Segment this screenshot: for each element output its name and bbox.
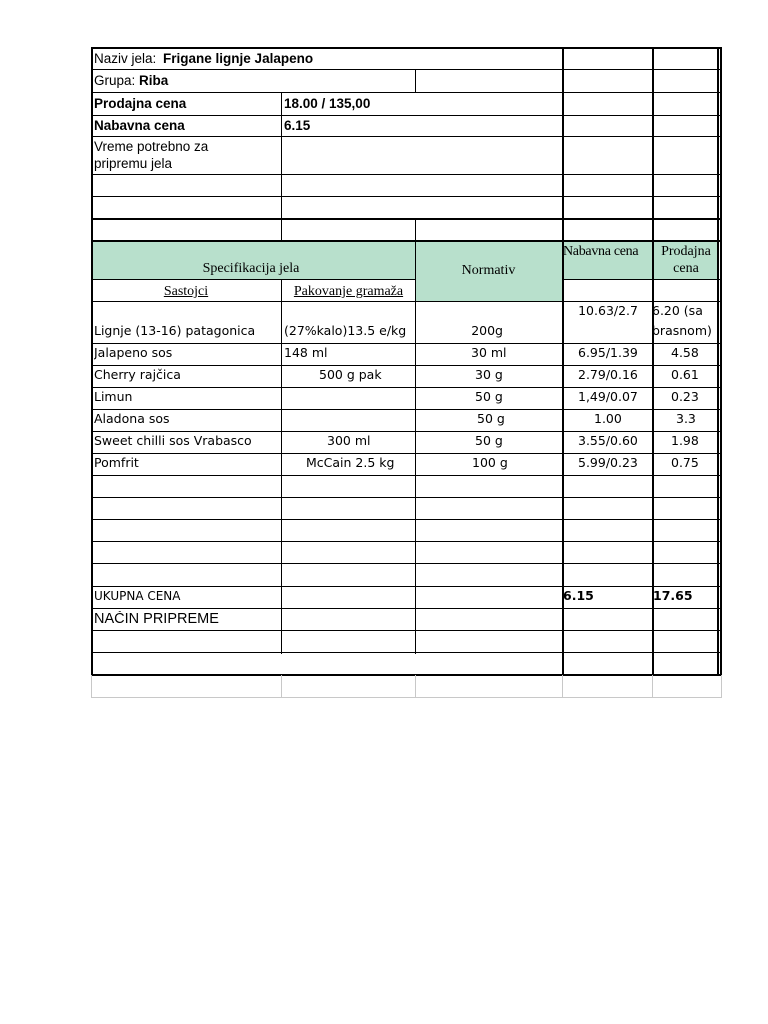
ingredient-name: Limun [94,390,133,404]
naziv-value: Frigane lignje Jalapeno [163,51,314,66]
nabavna-cena-header: Nabavna cena [563,244,639,259]
prodajna-cena-label: Prodajna cena [94,96,187,111]
prodajna-cena-value: 18.00 / 135,00 [284,96,371,111]
prodajna-cena-header-1: Prodajna [661,244,711,259]
ingredient-name: Sweet chilli sos Vrabasco [94,434,252,448]
ingredient-norm: 200g [471,324,503,338]
ukupna-nabavna: 6.15 [563,589,594,603]
ingredient-pack: (27%kalo)13.5 e/kg [284,324,407,338]
nabavna-cena-label: Nabavna cena [94,118,185,133]
ukupna-cena-label: UKUPNA CENA [94,590,181,603]
ingredient-norm: 30 ml [471,346,507,360]
ingredient-norm: 30 g [475,368,503,382]
sastojci-header: Sastojci [163,284,209,299]
ingredient-nab: 1,49/0.07 [578,390,638,404]
ingredient-prod: 4.58 [671,346,699,360]
ingredient-pack: 148 ml [284,346,328,360]
ingredient-norm: 50 g [475,434,503,448]
grupa [94,73,394,89]
vreme-label-2: pripremu jela [94,156,173,171]
grupa-label: Grupa: [94,73,136,88]
nacin-pripreme: NAČIN PRIPREME [94,611,219,627]
spec-title: Specifikacija jela [202,261,300,276]
ingredient-prod-2: brasnom) [652,324,712,338]
ingredient-nab: 1.00 [594,412,622,426]
ingredient-prod-1: 6.20 (sa [652,304,703,318]
ingredient-name: Aladona sos [94,412,170,426]
ingredient-nab: 6.95/1.39 [578,346,638,360]
ingredient-pack: 500 g pak [319,368,382,382]
naziv-label: Naziv jela: [94,51,157,66]
nabavna-cena-value: 6.15 [284,118,311,133]
ingredient-norm: 50 g [477,412,505,426]
ingredient-pack: 300 ml [327,434,371,448]
ukupna-prodajna: 17.65 [653,589,693,603]
ingredient-name: Lignje (13-16) patagonica [94,324,256,338]
ingredient-prod: 0.61 [671,368,699,382]
ingredient-norm: 100 g [472,456,508,470]
ingredient-prod: 0.23 [671,390,699,404]
ingredient-nab: 10.63/2.7 [578,304,638,318]
prodajna-cena-header-2: cena [673,261,699,276]
ingredient-name: Pomfrit [94,456,139,470]
ingredient-norm: 50 g [475,390,503,404]
ingredient-name: Jalapeno sos [94,346,173,360]
normativ-label: Normativ [461,263,516,278]
ingredient-prod: 0.75 [671,456,699,470]
ingredient-nab: 5.99/0.23 [578,456,638,470]
ingredient-name: Cherry rajčica [94,368,181,382]
vreme-label-1: Vreme potrebno za [94,139,209,154]
ingredient-nab: 2.79/0.16 [578,368,638,382]
recipe-sheet [91,47,722,699]
pakovanje-header: Pakovanje gramaža [293,284,404,299]
ingredient-pack: McCain 2.5 kg [306,456,395,470]
ingredient-nab: 3.55/0.60 [578,434,638,448]
ingredient-prod: 1.98 [671,434,699,448]
grupa-value: Riba [139,73,169,88]
ingredient-prod: 3.3 [676,412,696,426]
naziv-jela [94,51,554,67]
